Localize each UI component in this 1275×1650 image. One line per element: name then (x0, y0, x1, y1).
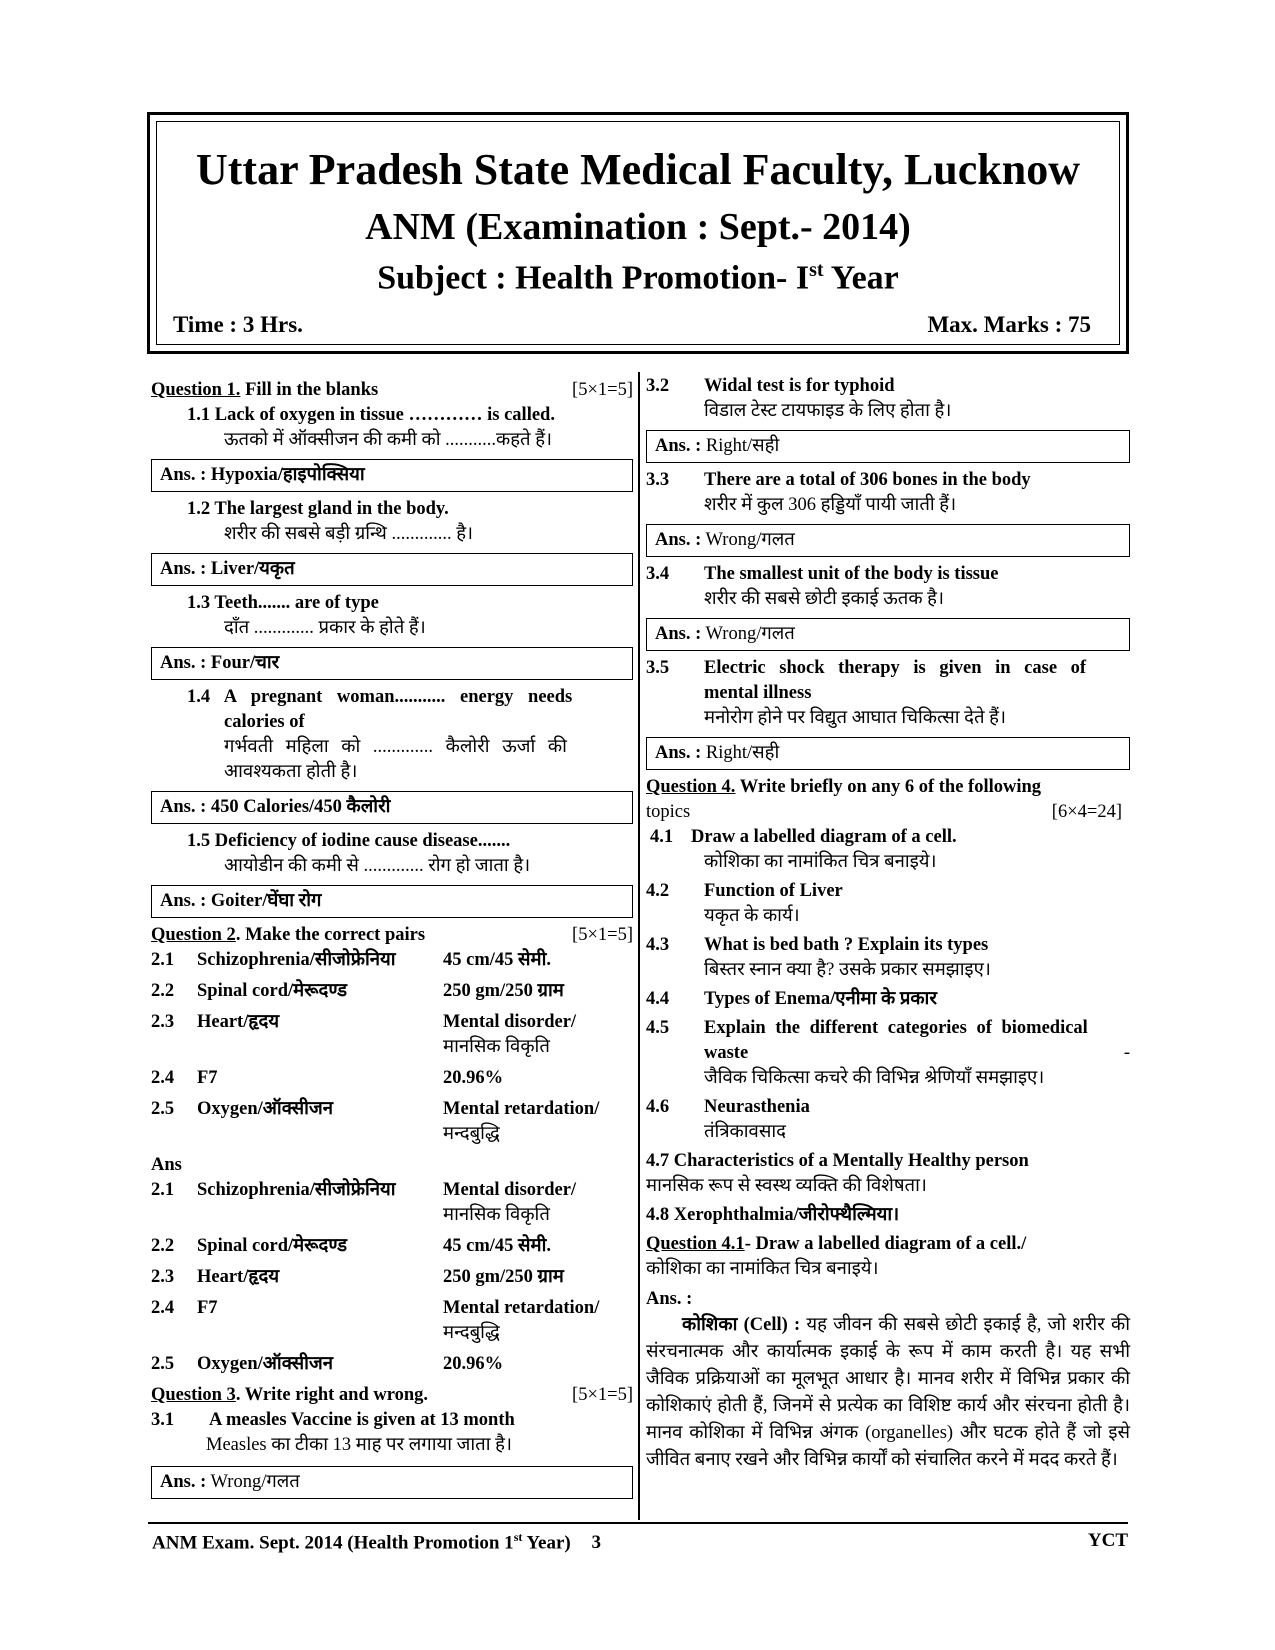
answer-pair-row: 2.4 F7 Mental retardation/ मन्दबुद्धि (151, 1298, 600, 1343)
left-column (151, 378, 633, 1504)
answer-box: Ans. : Four/चार (151, 647, 633, 680)
question-item: 3.5 Electric shock therapy is given in case of (646, 658, 1087, 678)
answer-paragraph: कोशिका (Cell) : यह जीवन की सबसे छोटी इकाई है, जो शरीर की संरचनात्मक और कार्यात्मक इकाई के रूप में काम करती है। यह सभी जैविक प्रक्रियाओं का मूलभूत आधार है। मानव शरीर में विभिन्न प्रकार की कोशिकाएं होती हैं, जिनमें से प्रत्येक का विशिष्ट कार्य और संरचना होती है। मानव कोशिका में विभिन्न अंगक (organelles) और घटक होते हैं जो इसे जीवित बनाए रखने और विभिन्न कार्यों को संचालित करने में मदद करते हैं। (646, 1315, 1130, 1470)
question-1-heading: Question 1. Fill in the blanks [5×1=5] (151, 378, 633, 403)
answer-box: Ans. : Right/सही (646, 737, 1130, 770)
subject-title: Subject : Health Promotion- Ist Year (377, 259, 899, 297)
header-inner-border (156, 121, 1120, 345)
question-item: 4.2 Function of Liver (646, 881, 843, 901)
question-item: 1.2 The largest gland in the body. शरीर की सबसे बड़ी ग्रन्थि ............. है। (187, 499, 474, 544)
answer-label: Ans. : (646, 1289, 693, 1309)
question-3-heading: Question 3. Write right and wrong. [5×1=5] (151, 1385, 633, 1405)
question-item: 3.4 The smallest unit of the body is tissue (646, 564, 999, 584)
answer-box: Ans. : Wrong/गलत (151, 1466, 633, 1499)
page-number: 3 (591, 1532, 601, 1554)
answer-heading: Ans (151, 1155, 182, 1175)
question-item: 3.1 A measles Vaccine is given at 13 month (151, 1410, 515, 1430)
question-item: 4.4 Types of Enema/एनीमा के प्रकार (646, 989, 937, 1009)
answer-box: Ans. : Right/सही (646, 430, 1130, 463)
question-item: 1.4 A pregnant woman........... energy needs calories of गर्भवती महिला को ............. कैलोरी ऊर्जा की आवश्यकता होती है। (187, 687, 573, 782)
question-item: 4.5 Explain the different categories of biomedical (646, 1018, 1088, 1038)
answer-box: Ans. : Goiter/घेंघा रोग (151, 885, 633, 918)
header-box (147, 112, 1129, 354)
question-item: 1.1 Lack of oxygen in tissue ………… is called. ऊतको में ऑक्सीजन की कमी को ...........कहते हैं। (187, 405, 555, 450)
question-item: 1.3 Teeth....... are of type दाँत ............. प्रकार के होते हैं। (187, 593, 426, 638)
question-item-4-7: 4.7 Characteristics of a Mentally Healthy person (646, 1151, 1029, 1171)
answer-box: Ans. : Hypoxia/हाइपोक्सिया (151, 459, 633, 492)
question-2-heading: Question 2. Make the correct pairs [5×1=5] (151, 925, 633, 945)
question-item: 3.3 There are a total of 306 bones in the body (646, 470, 1031, 490)
question-4-heading: Question 4. Write briefly on any 6 of the following (646, 777, 1042, 797)
answer-box: Ans. : 450 Calories/450 कैलोरी (151, 791, 633, 824)
answer-box: Ans. : Wrong/गलत (646, 618, 1130, 651)
pair-row: 2.3 Heart/हृदय Mental disorder/ मानसिक विकृति (151, 1012, 577, 1057)
footer-rule (148, 1522, 1128, 1524)
question-hindi: Measles का टीका 13 माह पर लगाया जाता है। (206, 1435, 512, 1455)
answer-pair-row: 2.1 Schizophrenia/सीजोफ्रेनिया Mental disorder/ मानसिक विकृति (151, 1180, 577, 1225)
question-1-marks: [5×1=5] (572, 380, 633, 400)
column-divider (638, 372, 640, 1520)
exam-title: ANM (Examination : Sept.- 2014) (365, 206, 911, 248)
max-marks-label: Max. Marks : 75 (927, 312, 1091, 337)
answer-pair-row: 2.5 Oxygen/ऑक्सीजन 20.96% (151, 1354, 504, 1374)
pair-row: 2.5 Oxygen/ऑक्सीजन Mental retardation/ मन्दबुद्धि (151, 1099, 600, 1144)
question-item: 4.3 What is bed bath ? Explain its types (646, 935, 989, 955)
publisher-mark: YCT (1087, 1530, 1128, 1551)
answer-box: Ans. : Wrong/गलत (646, 524, 1130, 557)
pair-row: 2.1 Schizophrenia/सीजोफ्रेनिया 45 cm/45 सेमी. (151, 950, 551, 970)
page-footer: ANM Exam. Sept. 2014 (Health Promotion 1st Year) 3 YCT (152, 1530, 1128, 1554)
question-item-4-8: 4.8 Xerophthalmia/जीरोफ्थैल्मिया। (646, 1205, 900, 1225)
question-4-1-heading: Question 4.1- Draw a labelled diagram of a cell./ (646, 1234, 1027, 1254)
institution-title: Uttar Pradesh State Medical Faculty, Lucknow (195, 145, 1081, 194)
pair-row: 2.2 Spinal cord/मेरूदण्ड 250 gm/250 ग्राम (151, 981, 564, 1001)
question-item: 3.2 Widal test is for typhoid (646, 376, 895, 396)
question-item: 4.1 Draw a labelled diagram of a cell. (650, 827, 957, 847)
answer-box: Ans. : Liver/यकृत (151, 553, 633, 586)
answer-pair-row: 2.3 Heart/हृदय 250 gm/250 ग्राम (151, 1267, 564, 1287)
time-label: Time : 3 Hrs. (173, 312, 303, 337)
answer-pair-row: 2.2 Spinal cord/मेरूदण्ड 45 cm/45 सेमी. (151, 1236, 551, 1256)
pair-row: 2.4 F7 20.96% (151, 1068, 504, 1088)
question-item: 1.5 Deficiency of iodine cause disease....... आयोडीन की कमी से ............. रोग हो जाता है। (187, 831, 531, 876)
question-item: 4.6 Neurasthenia (646, 1097, 810, 1117)
right-column: 3.2 Widal test is for typhoid विडाल टेस्ट टायफाइड के लिए होता है। Ans. : Right/सही 3.3 There are a total of 306 bones in the body शरीर में कुल 306 हड्डियाँ पायी जाती हैं। Ans. : Wrong/गलत 3.4 The smallest unit of the body is tissue शरीर की सबसे छोटी इकाई ऊतक है। Ans. : Wrong/गलत 3.5 Electric shock therapy is given in case of mental illness मनोरोग होने पर विद्युत आघात चिकित्सा देते हैं। Ans. : Right/सही Question 4. Write briefly on any 6 of the following topics [6×4=24] 4.1 Draw a labelled diagram of a cell. कोशिका का नामांकित चित्र बनाइये। 4.2 Function of Liver यकृत के कार्य। 4.3 What is bed bath ? Explain its types बिस्तर स्नान क्या है? उसके प्रकार समझाइए। 4.4 Types of Enema/एनीमा के प्रकार 4.5 Explain the different categories of biomedical waste - जैविक चिकित्सा कचरे की विभिन्न श्रेणियाँ समझाइए। 4.6 Neurasthenia तंत्रिकावसाद 4.7 Characteristics of a Mentally Healthy person मानसिक रूप से स्वस्थ व्यक्ति की विशेषता। 4.8 Xerophthalmia/जीरोफ्थैल्मिया। Question 4.1- Draw a labelled diagram of a cell./ कोशिका का नामांकित चित्र बनाइये। Ans. : कोशिका (Cell) : यह जीवन की सबसे छोटी इकाई है, जो शरीर की संरचनात्मक और कार्यात्मक इकाई के रूप में काम करती है। यह सभी जैविक प्रक्रियाओं का मूलभूत आधार है। मानव शरीर में विभिन्न प्रकार की कोशिकाएं होती हैं, जिनमें से प्रत्येक का विशिष्ट कार्य और संरचना होती है। मानव कोशिका में विभिन्न अंगक (organelles) और घटक होते हैं जो इसे जीवित बनाए रखने और विभिन्न कार्यों को संचालित करने में मदद करते हैं। (646, 374, 1130, 1474)
